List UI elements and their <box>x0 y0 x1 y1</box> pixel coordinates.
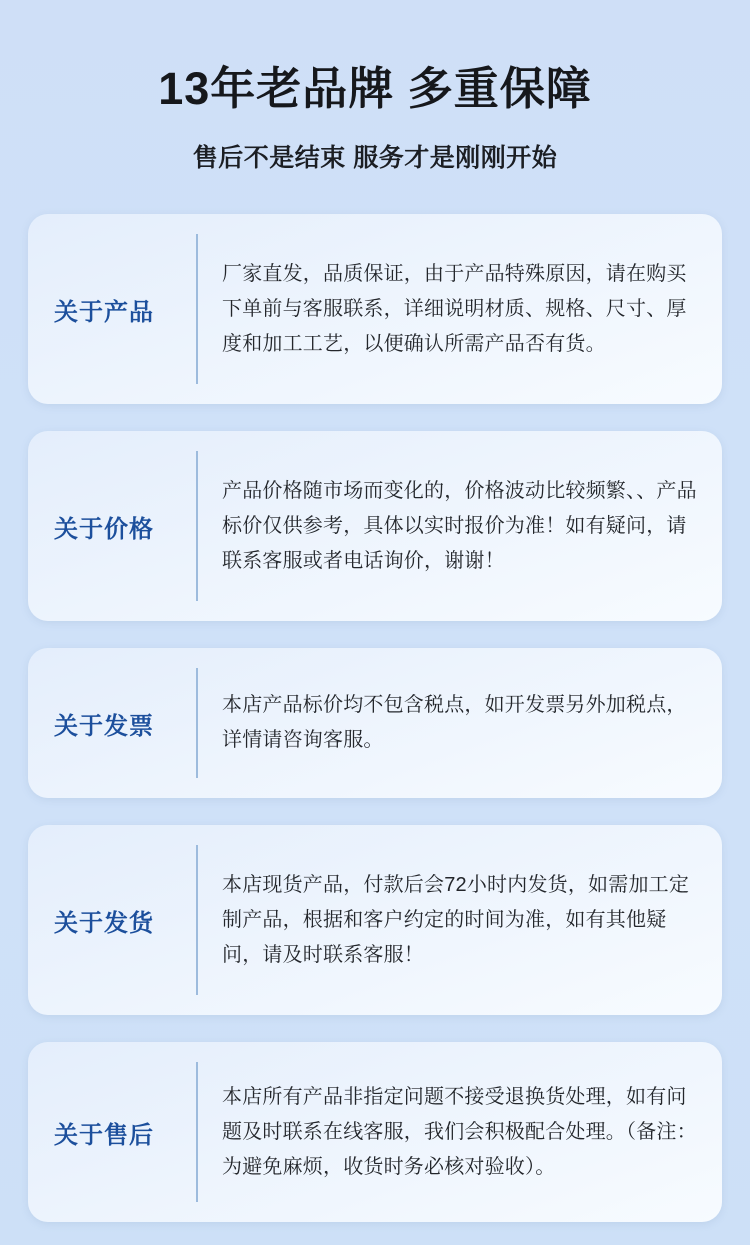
card-divider <box>196 845 198 995</box>
page-title: 13年老品牌 多重保障 <box>158 63 592 114</box>
info-card-label: 关于发货 <box>54 909 154 937</box>
info-card-invoice <box>28 648 722 798</box>
info-card-label: 关于价格 <box>54 515 154 543</box>
info-card-shipping <box>28 825 722 1015</box>
info-card-label: 关于售后 <box>54 1121 154 1149</box>
card-divider <box>196 1062 198 1202</box>
info-card-text: 产品价格随市场而变化的，价格波动比较频繁、、产品标价仅供参考，具体以实时报价为准！如有疑问，请联系客服或者电话询价，谢谢！ <box>222 479 697 572</box>
info-card-after-sales <box>28 1042 722 1222</box>
page-subtitle: 售后不是结束 服务才是刚刚开始 <box>192 144 558 172</box>
info-card-text: 本店现货产品，付款后会72小时内发货，如需加工定制产品，根据和客户约定的时间为准，如有其他疑问，请及时联系客服！ <box>222 873 690 966</box>
page-header <box>0 0 750 174</box>
info-card-text: 厂家直发，品质保证，由于产品特殊原因，请在购买下单前与客服联系，详细说明材质、规格、尺寸、厚度和加工工艺，以便确认所需产品否有货。 <box>222 262 687 355</box>
info-card-text: 本店所有产品非指定问题不接受退换货处理，如有问题及时联系在线客服，我们会积极配合处理。（备注：为避免麻烦，收货时务必核对验收）。 <box>222 1085 697 1178</box>
info-card-product <box>28 214 722 404</box>
card-divider <box>196 668 198 778</box>
card-divider <box>196 234 198 384</box>
info-card-label: 关于发票 <box>54 712 154 740</box>
info-card-list <box>0 214 750 1222</box>
card-divider <box>196 451 198 601</box>
info-card-text: 本店产品标价均不包含税点，如开发票另外加税点，详情请咨询客服。 <box>222 694 687 751</box>
info-card-label: 关于产品 <box>54 298 154 326</box>
info-card-price <box>28 431 722 621</box>
